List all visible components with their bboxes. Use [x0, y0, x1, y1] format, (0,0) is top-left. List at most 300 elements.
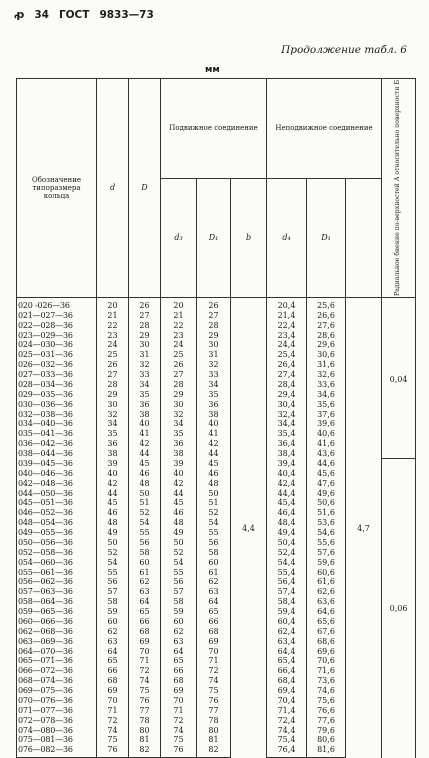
header-designation: Обозначение типоразмера кольца [17, 79, 97, 298]
cell-D: 82 [129, 745, 161, 757]
cell-d: 60 [97, 617, 129, 627]
cell-designation: 063—069—36 [17, 637, 97, 647]
cell-designation: 024—030—36 [17, 340, 97, 350]
cell-designation: 054—060—36 [17, 558, 97, 568]
cell-d: 44 [97, 489, 129, 499]
cell-D1-fixed: 60,6 [307, 568, 346, 578]
cell-D: 77 [129, 706, 161, 716]
cell-D: 81 [129, 735, 161, 745]
cell-d: 57 [97, 587, 129, 597]
cell-d3: 48 [161, 518, 197, 528]
cell-d: 66 [97, 666, 129, 676]
cell-designation: 025—031—36 [17, 350, 97, 360]
cell-D1-movable: 51 [197, 498, 231, 508]
cell-d3: 20 [161, 297, 197, 310]
cell-D1-movable: 31 [197, 350, 231, 360]
cell-d3: 46 [161, 508, 197, 518]
cell-d3: 74 [161, 726, 197, 736]
cell-d3: 32 [161, 410, 197, 420]
cell-D1-movable: 44 [197, 449, 231, 459]
cell-designation: 069—075—36 [17, 686, 97, 696]
cell-d4: 52,4 [267, 548, 307, 558]
cell-D1-movable: 33 [197, 370, 231, 380]
cell-d4: 32,4 [267, 410, 307, 420]
cell-D1-fixed: 39,6 [307, 419, 346, 429]
table-continuation-label: Продолжение табл. 6 [281, 44, 407, 56]
cell-d: 46 [97, 508, 129, 518]
cell-D: 50 [129, 489, 161, 499]
cell-d4: 66,4 [267, 666, 307, 676]
cell-D: 51 [129, 498, 161, 508]
cell-D1-movable: 46 [197, 469, 231, 479]
page-number: 34 [34, 9, 49, 21]
cell-D1-movable: 81 [197, 735, 231, 745]
cell-D1-fixed: 70,6 [307, 656, 346, 666]
cell-d: 38 [97, 449, 129, 459]
cell-D1-movable: 42 [197, 439, 231, 449]
cell-d3: 71 [161, 706, 197, 716]
cell-designation: 034—040—36 [17, 419, 97, 429]
cell-D1-movable: 76 [197, 696, 231, 706]
cell-D1-fixed: 25,6 [307, 297, 346, 310]
cell-d: 55 [97, 568, 129, 578]
cell-designation: 045—051—36 [17, 498, 97, 508]
cell-d4: 64,4 [267, 647, 307, 657]
cell-D1-movable: 45 [197, 459, 231, 469]
cell-d4: 44,4 [267, 489, 307, 499]
cell-D1-fixed: 74,6 [307, 686, 346, 696]
cell-d: 30 [97, 400, 129, 410]
cell-d: 24 [97, 340, 129, 350]
cell-D1-movable: 28 [197, 321, 231, 331]
cell-D1-fixed: 71,6 [307, 666, 346, 676]
cell-designation: 030—036—36 [17, 400, 97, 410]
cell-d: 54 [97, 558, 129, 568]
cell-designation: 052—058—36 [17, 548, 97, 558]
cell-D1-fixed: 44,6 [307, 459, 346, 469]
cell-d3: 56 [161, 577, 197, 587]
cell-D1-movable: 38 [197, 410, 231, 420]
cell-d3: 69 [161, 686, 197, 696]
cell-d3: 29 [161, 390, 197, 400]
cell-d3: 50 [161, 538, 197, 548]
cell-D: 29 [129, 331, 161, 341]
cell-d4: 22,4 [267, 321, 307, 331]
cell-D1-movable: 40 [197, 419, 231, 429]
cell-D: 27 [129, 311, 161, 321]
header-d4: d₄ [267, 178, 307, 297]
cell-designation: 064—070—36 [17, 647, 97, 657]
cell-D: 70 [129, 647, 161, 657]
cell-d4: 56,4 [267, 577, 307, 587]
cell-D1-movable: 32 [197, 360, 231, 370]
cell-D1-fixed: 73,6 [307, 676, 346, 686]
cell-d4: 35,4 [267, 429, 307, 439]
cell-b-fixed: 4,7 [346, 297, 382, 757]
cell-d4: 27,4 [267, 370, 307, 380]
cell-D: 55 [129, 528, 161, 538]
cell-d: 28 [97, 380, 129, 390]
cell-d3: 52 [161, 548, 197, 558]
cell-D1-movable: 54 [197, 518, 231, 528]
cell-designation: 026—032—36 [17, 360, 97, 370]
cell-D1-fixed: 68,6 [307, 637, 346, 647]
cell-D1-fixed: 32,6 [307, 370, 346, 380]
cell-designation: 022—028—36 [17, 321, 97, 331]
cell-D1-fixed: 41,6 [307, 439, 346, 449]
cell-d: 59 [97, 607, 129, 617]
cell-designation: 050—056—36 [17, 538, 97, 548]
cell-D1-fixed: 62,6 [307, 587, 346, 597]
cell-designation: 028—034—36 [17, 380, 97, 390]
cell-d3: 39 [161, 459, 197, 469]
cell-d4: 74,4 [267, 726, 307, 736]
cell-designation: 068—074—36 [17, 676, 97, 686]
cell-designation: 058—064—36 [17, 597, 97, 607]
cell-d: 23 [97, 331, 129, 341]
page-header [14, 8, 154, 21]
cell-D: 68 [129, 627, 161, 637]
cell-D1-fixed: 29,6 [307, 340, 346, 350]
cell-d3: 30 [161, 400, 197, 410]
cell-D1-movable: 66 [197, 617, 231, 627]
cell-d4: 62,4 [267, 627, 307, 637]
cell-D: 32 [129, 360, 161, 370]
cell-designation: 072—078—36 [17, 716, 97, 726]
cell-D: 71 [129, 656, 161, 666]
dimensions-table [16, 78, 416, 758]
cell-D1-movable: 56 [197, 538, 231, 548]
cell-d3: 65 [161, 656, 197, 666]
cell-d4: 68,4 [267, 676, 307, 686]
cell-d3: 49 [161, 528, 197, 538]
cell-d3: 75 [161, 735, 197, 745]
standard-number: 9833—73 [99, 9, 154, 21]
cell-D1-movable: 72 [197, 666, 231, 676]
cell-d: 34 [97, 419, 129, 429]
table-row [17, 297, 416, 310]
cell-D1-movable: 55 [197, 528, 231, 538]
cell-d4: 25,4 [267, 350, 307, 360]
cell-designation: 029—035—36 [17, 390, 97, 400]
cell-D1-fixed: 30,6 [307, 350, 346, 360]
cell-D: 44 [129, 449, 161, 459]
cell-designation: 036—042—36 [17, 439, 97, 449]
cell-D: 26 [129, 297, 161, 310]
cell-d4: 42,4 [267, 479, 307, 489]
cell-d: 26 [97, 360, 129, 370]
cell-D1-movable: 26 [197, 297, 231, 310]
cell-d4: 72,4 [267, 716, 307, 726]
cell-d3: 62 [161, 627, 197, 637]
cell-D1-fixed: 76,6 [307, 706, 346, 716]
cell-D1-movable: 30 [197, 340, 231, 350]
cell-d: 48 [97, 518, 129, 528]
cell-D1-fixed: 79,6 [307, 726, 346, 736]
cell-D1-fixed: 49,6 [307, 489, 346, 499]
cell-D: 74 [129, 676, 161, 686]
cell-d: 75 [97, 735, 129, 745]
cell-D: 35 [129, 390, 161, 400]
cell-d3: 34 [161, 419, 197, 429]
cell-D: 34 [129, 380, 161, 390]
cell-d3: 66 [161, 666, 197, 676]
cell-d4: 36,4 [267, 439, 307, 449]
cell-D1-movable: 35 [197, 390, 231, 400]
cell-d3: 58 [161, 597, 197, 607]
cell-D1-fixed: 59,6 [307, 558, 346, 568]
cell-designation: 021—027—36 [17, 311, 97, 321]
cell-D1-movable: 65 [197, 607, 231, 617]
cell-d3: 23 [161, 331, 197, 341]
cell-D1-movable: 63 [197, 587, 231, 597]
header-d: d [97, 79, 129, 298]
cell-D1-fixed: 81,6 [307, 745, 346, 757]
cell-D1-fixed: 40,6 [307, 429, 346, 439]
cell-d3: 60 [161, 617, 197, 627]
cell-designation: 032—038—36 [17, 410, 97, 420]
cell-D: 75 [129, 686, 161, 696]
cell-D1-movable: 80 [197, 726, 231, 736]
cell-d3: 25 [161, 350, 197, 360]
cell-designation: 075—081—36 [17, 735, 97, 745]
cell-D1-fixed: 50,6 [307, 498, 346, 508]
cell-d3: 40 [161, 469, 197, 479]
cell-d3: 27 [161, 370, 197, 380]
cell-d3: 76 [161, 745, 197, 757]
cell-d: 69 [97, 686, 129, 696]
cell-designation: 020 -026—36 [17, 297, 97, 310]
cell-d4: 57,4 [267, 587, 307, 597]
cell-d: 76 [97, 745, 129, 757]
cell-d: 49 [97, 528, 129, 538]
cell-d: 70 [97, 696, 129, 706]
cell-d3: 64 [161, 647, 197, 657]
cell-d3: 59 [161, 607, 197, 617]
cell-d3: 38 [161, 449, 197, 459]
cell-d4: 65,4 [267, 656, 307, 666]
cell-d4: 54,4 [267, 558, 307, 568]
cell-D1-fixed: 34,6 [307, 390, 346, 400]
cell-D: 31 [129, 350, 161, 360]
cell-d3: 54 [161, 558, 197, 568]
cell-designation: 074—080—36 [17, 726, 97, 736]
cell-d: 36 [97, 439, 129, 449]
cell-d4: 49,4 [267, 528, 307, 538]
cell-d4: 55,4 [267, 568, 307, 578]
cell-d: 65 [97, 656, 129, 666]
cell-d: 72 [97, 716, 129, 726]
cell-D: 56 [129, 538, 161, 548]
cell-D: 60 [129, 558, 161, 568]
cell-D: 62 [129, 577, 161, 587]
cell-d4: 24,4 [267, 340, 307, 350]
cell-D: 38 [129, 410, 161, 420]
cell-d4: 28,4 [267, 380, 307, 390]
header-b-fixed [346, 178, 382, 297]
cell-designation: 027—033—36 [17, 370, 97, 380]
cell-D1-movable: 27 [197, 311, 231, 321]
cell-d: 45 [97, 498, 129, 508]
cell-d4: 30,4 [267, 400, 307, 410]
cell-d4: 71,4 [267, 706, 307, 716]
cell-designation: 040—046—36 [17, 469, 97, 479]
cell-D1-fixed: 54,6 [307, 528, 346, 538]
cell-runout-1: 0,04 [382, 297, 416, 459]
cell-D1-movable: 69 [197, 637, 231, 647]
cell-D1-fixed: 75,6 [307, 696, 346, 706]
cell-D1-movable: 50 [197, 489, 231, 499]
cell-D1-movable: 29 [197, 331, 231, 341]
cell-D1-fixed: 51,6 [307, 508, 346, 518]
cell-d4: 29,4 [267, 390, 307, 400]
cell-D: 63 [129, 587, 161, 597]
cell-D1-movable: 68 [197, 627, 231, 637]
header-b-movable: b [231, 178, 267, 297]
cell-d: 62 [97, 627, 129, 637]
cell-d3: 44 [161, 489, 197, 499]
cell-d4: 38,4 [267, 449, 307, 459]
header-mark: ꝓ [14, 8, 25, 21]
cell-runout-2: 0,06 [382, 459, 416, 758]
cell-d: 32 [97, 410, 129, 420]
cell-D1-movable: 58 [197, 548, 231, 558]
cell-d3: 36 [161, 439, 197, 449]
cell-d3: 55 [161, 568, 197, 578]
cell-d4: 50,4 [267, 538, 307, 548]
cell-D: 69 [129, 637, 161, 647]
cell-D1-fixed: 53,6 [307, 518, 346, 528]
cell-D1-movable: 34 [197, 380, 231, 390]
cell-d: 71 [97, 706, 129, 716]
cell-d3: 21 [161, 311, 197, 321]
cell-D: 36 [129, 400, 161, 410]
cell-designation: 065—071—36 [17, 656, 97, 666]
cell-D1-fixed: 67,6 [307, 627, 346, 637]
header-D1-fixed: D₁ [307, 178, 346, 297]
cell-D1-movable: 71 [197, 656, 231, 666]
cell-d: 42 [97, 479, 129, 489]
cell-D1-movable: 70 [197, 647, 231, 657]
cell-D: 28 [129, 321, 161, 331]
cell-designation: 039—045—36 [17, 459, 97, 469]
cell-D1-movable: 48 [197, 479, 231, 489]
cell-b-movable: 4,4 [231, 297, 267, 757]
cell-D1-fixed: 64,6 [307, 607, 346, 617]
cell-D1-movable: 61 [197, 568, 231, 578]
standard-label: ГОСТ [58, 9, 90, 21]
cell-d: 58 [97, 597, 129, 607]
cell-D: 45 [129, 459, 161, 469]
cell-D1-fixed: 26,6 [307, 311, 346, 321]
header-d3: d₃ [161, 178, 197, 297]
cell-D1-fixed: 37,6 [307, 410, 346, 420]
cell-d4: 40,4 [267, 469, 307, 479]
unit-label: мм [205, 65, 220, 75]
cell-designation: 062—068—36 [17, 627, 97, 637]
header-radial-runout: Радиальное биение по-верхностей А относительно поверхности Б [382, 79, 416, 298]
cell-D: 30 [129, 340, 161, 350]
cell-D1-movable: 77 [197, 706, 231, 716]
cell-D: 40 [129, 419, 161, 429]
header-D: D [129, 79, 161, 298]
cell-D1-movable: 36 [197, 400, 231, 410]
cell-d: 74 [97, 726, 129, 736]
cell-designation: 059—065—36 [17, 607, 97, 617]
cell-d4: 75,4 [267, 735, 307, 745]
cell-D1-movable: 82 [197, 745, 231, 757]
cell-designation: 066—072—36 [17, 666, 97, 676]
cell-d4: 63,4 [267, 637, 307, 647]
cell-designation: 048—054—36 [17, 518, 97, 528]
cell-D1-fixed: 61,6 [307, 577, 346, 587]
cell-designation: 060—066—36 [17, 617, 97, 627]
cell-designation: 076—082—36 [17, 745, 97, 757]
cell-designation: 049—055—36 [17, 528, 97, 538]
cell-d4: 39,4 [267, 459, 307, 469]
cell-D1-fixed: 27,6 [307, 321, 346, 331]
cell-D: 65 [129, 607, 161, 617]
cell-designation: 046—052—36 [17, 508, 97, 518]
cell-D: 72 [129, 666, 161, 676]
cell-designation: 042—048—36 [17, 479, 97, 489]
cell-D: 64 [129, 597, 161, 607]
cell-D1-fixed: 77,6 [307, 716, 346, 726]
cell-D1-fixed: 69,6 [307, 647, 346, 657]
cell-designation: 035—041—36 [17, 429, 97, 439]
cell-D: 33 [129, 370, 161, 380]
cell-D: 42 [129, 439, 161, 449]
header-movable-joint: Подвижное соединение [161, 79, 267, 179]
cell-d: 40 [97, 469, 129, 479]
cell-d3: 28 [161, 380, 197, 390]
cell-d: 68 [97, 676, 129, 686]
cell-D: 80 [129, 726, 161, 736]
cell-d4: 69,4 [267, 686, 307, 696]
cell-D: 48 [129, 479, 161, 489]
cell-d4: 59,4 [267, 607, 307, 617]
cell-d: 29 [97, 390, 129, 400]
cell-D1-fixed: 35,6 [307, 400, 346, 410]
cell-D1-fixed: 45,6 [307, 469, 346, 479]
cell-d: 39 [97, 459, 129, 469]
cell-D1-movable: 60 [197, 558, 231, 568]
cell-designation: 070—076—36 [17, 696, 97, 706]
cell-d3: 57 [161, 587, 197, 597]
cell-d4: 70,4 [267, 696, 307, 706]
cell-d4: 20,4 [267, 297, 307, 310]
cell-D: 54 [129, 518, 161, 528]
cell-D1-fixed: 55,6 [307, 538, 346, 548]
cell-designation: 055—061—36 [17, 568, 97, 578]
cell-d3: 70 [161, 696, 197, 706]
cell-d: 27 [97, 370, 129, 380]
cell-d4: 45,4 [267, 498, 307, 508]
cell-D1-movable: 64 [197, 597, 231, 607]
cell-d: 35 [97, 429, 129, 439]
header-D1-movable: D₁ [197, 178, 231, 297]
cell-D1-fixed: 65,6 [307, 617, 346, 627]
cell-d3: 42 [161, 479, 197, 489]
cell-d3: 63 [161, 637, 197, 647]
cell-d3: 22 [161, 321, 197, 331]
cell-D1-fixed: 31,6 [307, 360, 346, 370]
cell-d4: 48,4 [267, 518, 307, 528]
cell-D1-movable: 74 [197, 676, 231, 686]
cell-D: 66 [129, 617, 161, 627]
cell-d: 50 [97, 538, 129, 548]
cell-D: 58 [129, 548, 161, 558]
